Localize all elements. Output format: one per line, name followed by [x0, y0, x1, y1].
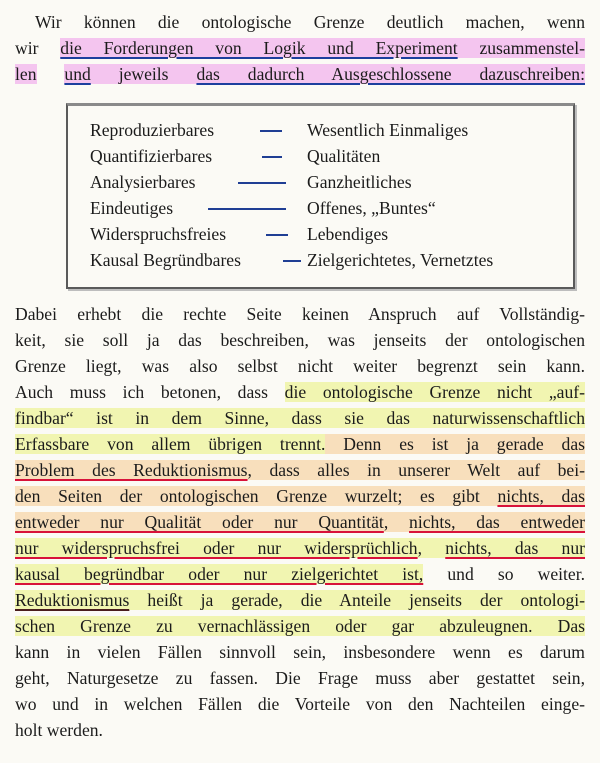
- highlight-reduktionismus-problem: Problem des Reduktionismus: [15, 460, 248, 480]
- body-line: Problem des Reduktionismus, dass alles in unserer Welt auf bei-: [15, 460, 585, 480]
- intro-line-2: wir die Forderungen von Logik und Experiment zusammenstel-: [15, 38, 585, 58]
- body-line: wo und in welchen Fällen die Vorteile von den Nachteilen einge-: [15, 694, 585, 714]
- body-line: Auch muss ich betonen, dass die ontologische Grenze nicht „auf-: [15, 382, 585, 402]
- connector-dash: [283, 260, 301, 262]
- body-line: den Seiten der ontologischen Grenze wurzelt; es gibt nichts, das: [15, 486, 585, 506]
- connector-dash: [260, 130, 282, 132]
- body-line: findbar“ ist in dem Sinne, dass sie das naturwissenschaftlich: [15, 408, 585, 428]
- body-line: holt werden.: [15, 720, 103, 740]
- body-line: kausal begründbar oder nur zielgerichtet ist, und so weiter.: [15, 564, 585, 584]
- body-line: Dabei erhebt die rechte Seite keinen Anspruch auf Vollständig-: [15, 304, 585, 324]
- connector-dash: [262, 156, 282, 158]
- highlight-reduktionismus: Reduktionismus: [15, 590, 130, 610]
- document-page: Wir können die ontologische Grenze deutlich machen, wenn wir die Forderungen von Logik und Experiment zusammenstel- len und jeweils das dadurch Ausgeschlossene dazuschreiben: Reproduzierbares Wesentlich Einmaliges Quantifizierbares Qualitäten Analysierbares Ganzheitliches Eindeutiges Offenes, „Buntes“ Widerspruchsfreies Lebendiges Kausal Begründbares Zielgerichtetes, Vernetztes Dabei erhebt die rechte Seite keinen Anspruch auf Vollständig- keit, sie soll ja das beschreiben, was jenseits der ontologischen Grenze liegt, was also selbst nicht weiter begrenzt sein kann. Auch muss ich betonen, dass die ontologische Grenze nicht „auf- findbar“ ist in dem Sinne, dass sie das naturwissenschaftlich Erfassbare von allem übrigen trennt. Denn es ist ja gerade das Problem des Reduktionismus, dass alles in unserer Welt auf bei- den Seiten der ontologischen Grenze wurzelt; es gibt nichts, das entweder nur Qualität oder nur Quantität, nichts, das entweder nur widerspruchsfrei oder nur widersprüchlich, nichts, das nur kausal begründbar oder nur zielgerichtet ist, und so weiter. Reduktionismus heißt ja gerade, die Anteile jenseits der ontologi- schen Grenze zu vernachlässigen oder gar abzuleugnen. Das kann in vielen Fällen sinnvoll sein, insbesondere wenn es darum geht, Naturgesetze zu fassen. Die Frage muss aber gestattet sein, wo und in welchen Fällen die Vorteile von den Nachteilen einge- holt werden.: [0, 0, 600, 763]
- highlight-excluded: das dadurch Ausgeschlossene dazuschreiben:: [196, 64, 585, 84]
- connector-dash: [238, 182, 286, 184]
- body-line: keit, sie soll ja das beschreiben, was jenseits der ontologischen: [15, 330, 585, 350]
- body-line: schen Grenze zu vernachlässigen oder gar abzuleugnen. Das: [15, 616, 585, 636]
- body-line: Erfassbare von allem übrigen trennt. Denn es ist ja gerade das: [15, 434, 586, 454]
- body-line: Grenze liegt, was also selbst nicht weiter begrenzt sein kann.: [15, 356, 585, 376]
- body-line: kann in vielen Fällen sinnvoll sein, insbesondere wenn es darum: [15, 642, 585, 662]
- connector-dash: [208, 208, 286, 210]
- connector-dash: [266, 234, 288, 236]
- intro-line-1: Wir können die ontologische Grenze deutlich machen, wenn: [35, 12, 585, 32]
- highlight-logic-experiment: die Forderungen von Logik und Experiment: [60, 38, 458, 58]
- body-line: Reduktionismus heißt ja gerade, die Anteile jenseits der ontologi-: [15, 590, 585, 610]
- body-line: nur widerspruchsfrei oder nur widersprüchlich, nichts, das nur: [15, 538, 585, 558]
- intro-line-3: len und jeweils das dadurch Ausgeschlossene dazuschreiben:: [15, 64, 585, 84]
- body-line: geht, Naturgesetze zu fassen. Die Frage muss aber gestattet sein,: [15, 668, 585, 688]
- body-line: entweder nur Qualität oder nur Quantität, nichts, das entweder: [15, 512, 586, 532]
